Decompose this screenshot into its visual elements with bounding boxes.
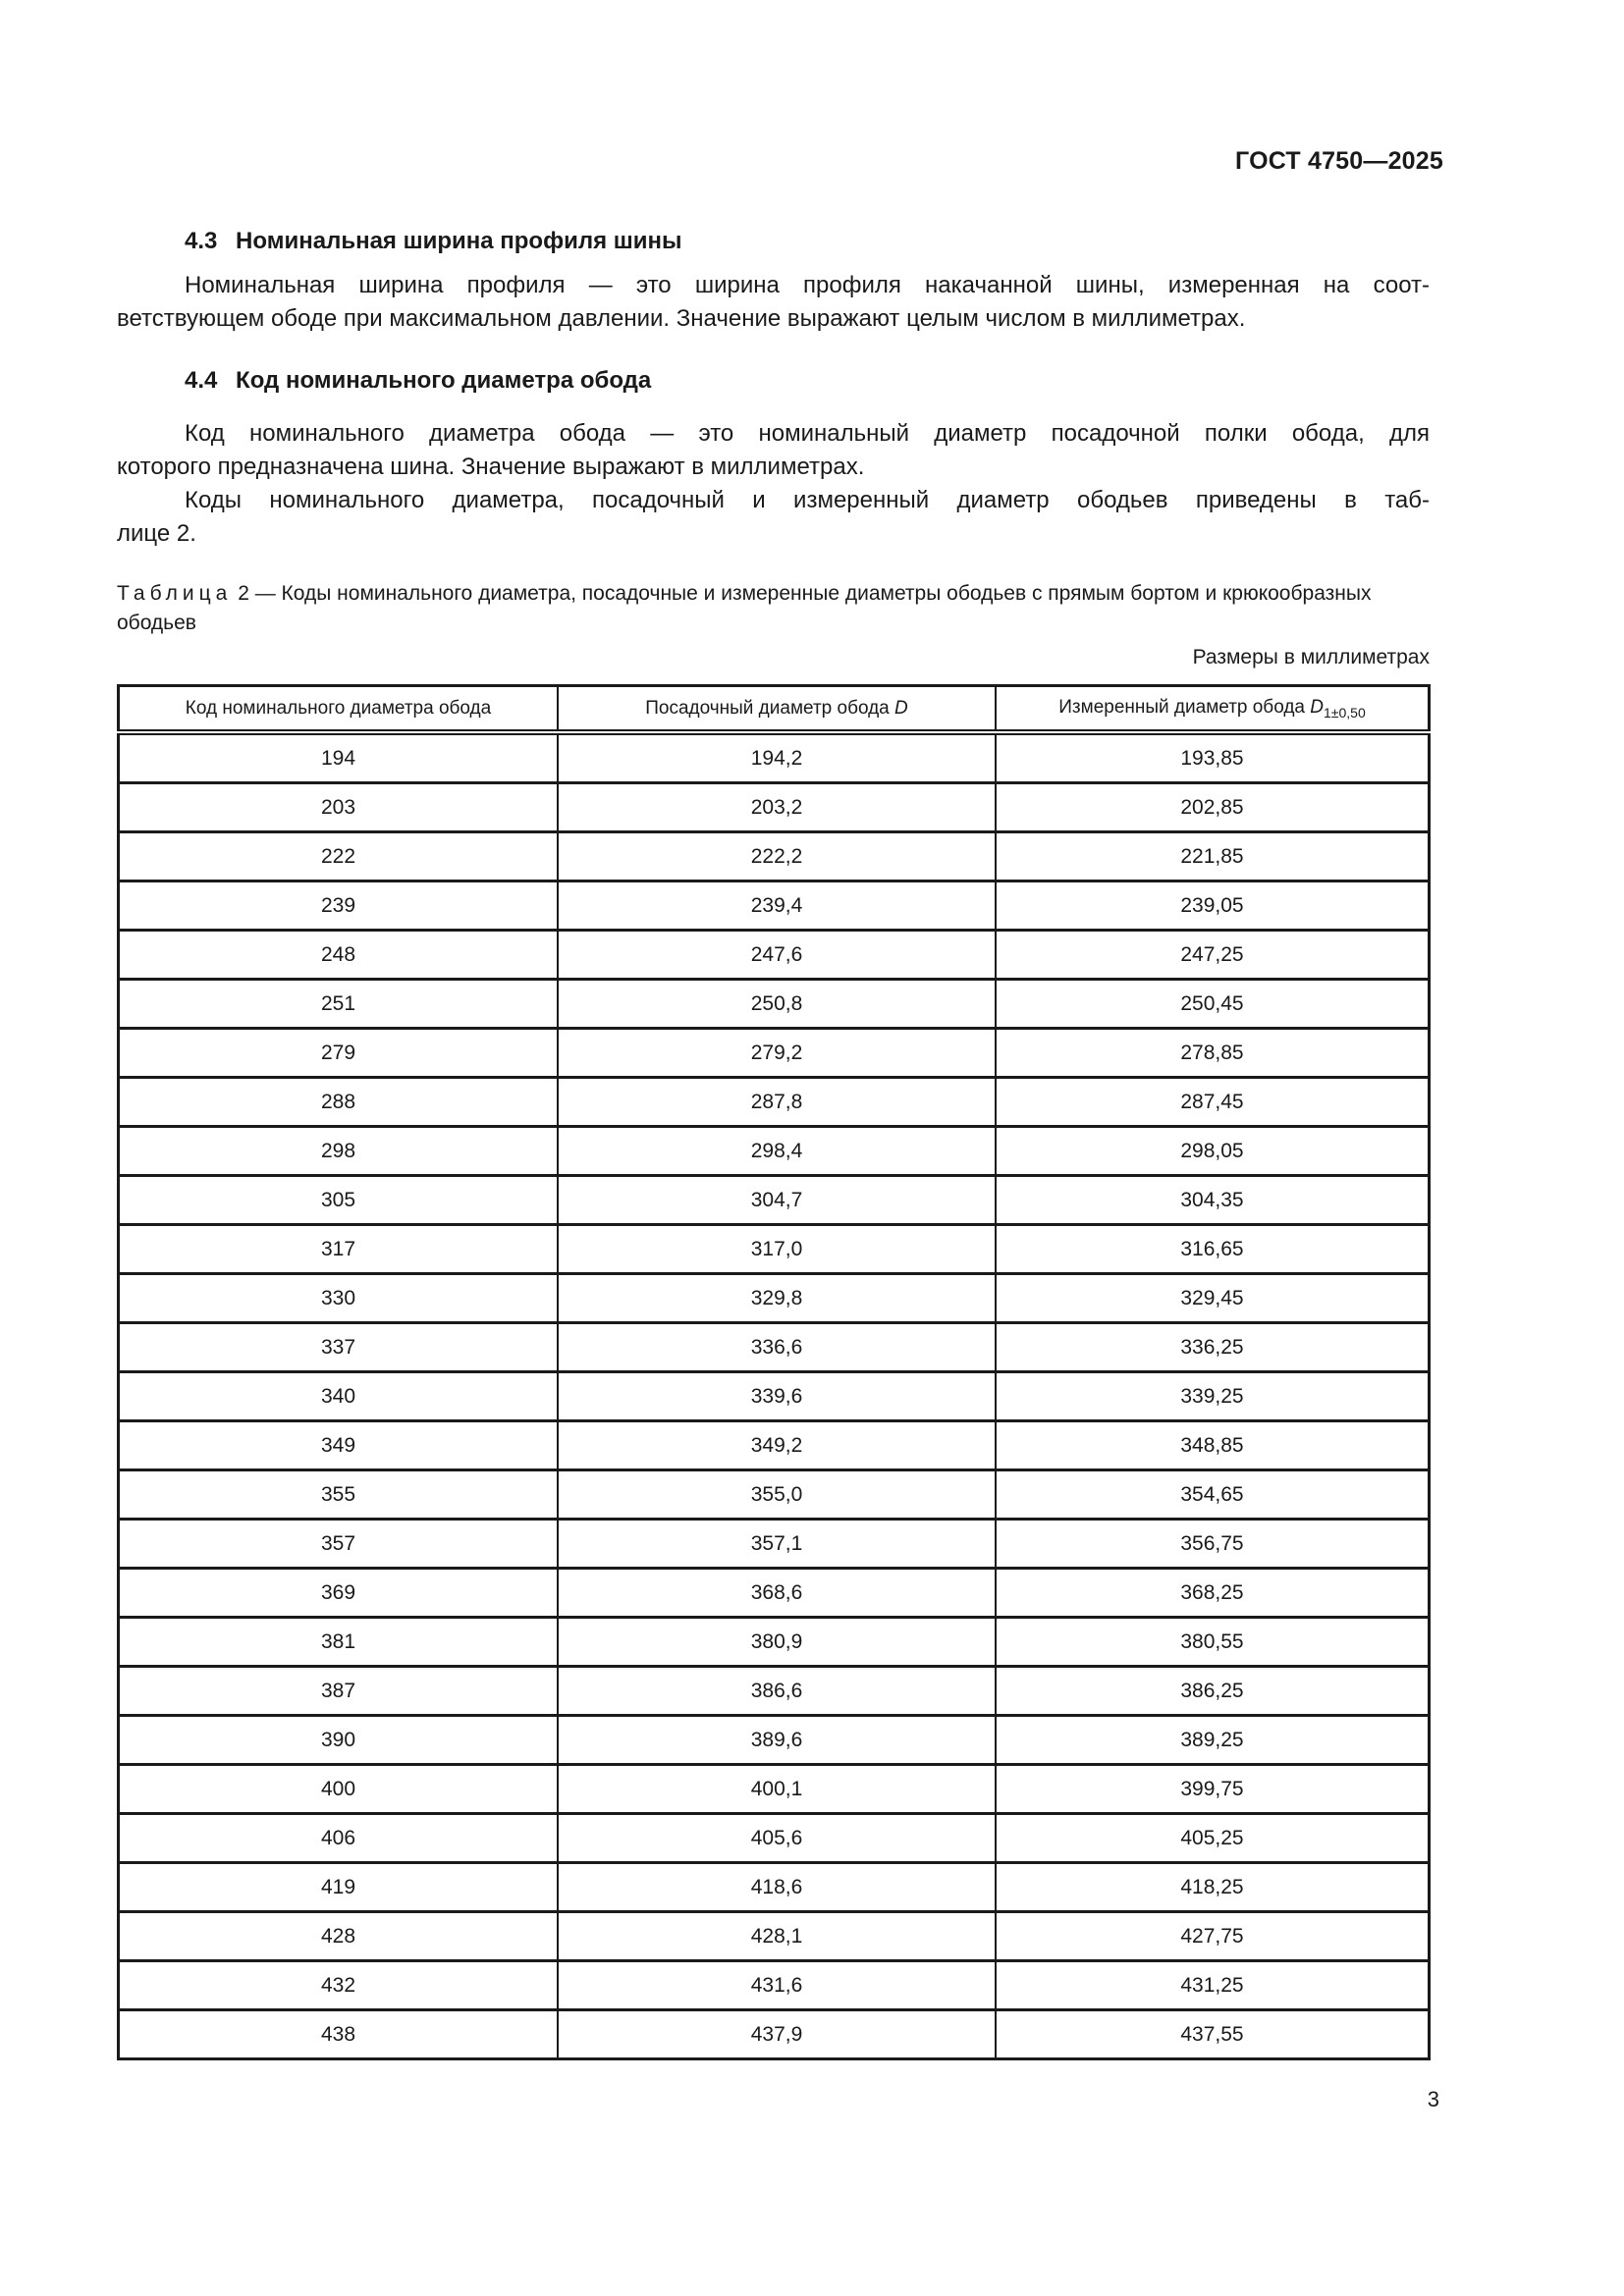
table-row xyxy=(119,980,1430,1029)
cell-rim-code: 400 xyxy=(119,1765,559,1814)
paragraph-line: лице 2. xyxy=(117,520,196,547)
paragraph-line: Коды номинального диаметра, посадочный и измеренный диаметр ободьев приведены в таб- xyxy=(185,487,1430,513)
cell-measured-diameter: 354,65 xyxy=(996,1470,1430,1520)
cell-rim-code: 381 xyxy=(119,1618,559,1667)
cell-seat-diameter: 339,6 xyxy=(558,1372,996,1421)
cell-rim-code: 305 xyxy=(119,1176,559,1225)
cell-seat-diameter: 336,6 xyxy=(558,1323,996,1372)
cell-measured-diameter: 389,25 xyxy=(996,1716,1430,1765)
table-row xyxy=(119,732,1430,783)
cell-measured-diameter: 336,25 xyxy=(996,1323,1430,1372)
cell-seat-diameter: 194,2 xyxy=(558,732,996,783)
cell-measured-diameter: 418,25 xyxy=(996,1863,1430,1912)
cell-measured-diameter: 202,85 xyxy=(996,783,1430,832)
cell-measured-diameter: 298,05 xyxy=(996,1127,1430,1176)
table-row xyxy=(119,1814,1430,1863)
cell-seat-diameter: 418,6 xyxy=(558,1863,996,1912)
table-row xyxy=(119,1667,1430,1716)
cell-seat-diameter: 428,1 xyxy=(558,1912,996,1961)
cell-measured-diameter: 193,85 xyxy=(996,732,1430,783)
table-row xyxy=(119,1863,1430,1912)
cell-seat-diameter: 247,6 xyxy=(558,931,996,980)
table-row xyxy=(119,1323,1430,1372)
caption-text: 2 — Коды номинального диаметра, посадочные и измеренные диаметры ободьев с прямым бортом и крюкообразных ободьев xyxy=(117,582,1372,634)
rim-diameter-table xyxy=(117,684,1431,2060)
cell-rim-code: 369 xyxy=(119,1569,559,1618)
cell-rim-code: 288 xyxy=(119,1078,559,1127)
section-4-3-paragraph xyxy=(117,269,1430,336)
cell-seat-diameter: 222,2 xyxy=(558,832,996,881)
table-row xyxy=(119,881,1430,931)
cell-seat-diameter: 357,1 xyxy=(558,1520,996,1569)
cell-measured-diameter: 329,45 xyxy=(996,1274,1430,1323)
table-row xyxy=(119,931,1430,980)
cell-seat-diameter: 203,2 xyxy=(558,783,996,832)
table-units-note: Размеры в миллиметрах xyxy=(1192,646,1430,668)
table-row xyxy=(119,1716,1430,1765)
table-header-row xyxy=(119,686,1430,733)
table-row xyxy=(119,1078,1430,1127)
table-row xyxy=(119,1569,1430,1618)
section-title: Номинальная ширина профиля шины xyxy=(236,228,682,254)
paragraph-line: ветствующем ободе при максимальном давлении. Значение выражают целым числом в миллиметрах. xyxy=(117,305,1246,332)
cell-seat-diameter: 431,6 xyxy=(558,1961,996,2010)
table-row xyxy=(119,1618,1430,1667)
cell-measured-diameter: 386,25 xyxy=(996,1667,1430,1716)
cell-measured-diameter: 437,55 xyxy=(996,2010,1430,2059)
cell-measured-diameter: 356,75 xyxy=(996,1520,1430,1569)
cell-rim-code: 438 xyxy=(119,2010,559,2059)
cell-seat-diameter: 405,6 xyxy=(558,1814,996,1863)
cell-measured-diameter: 287,45 xyxy=(996,1078,1430,1127)
header-rim-code: Код номинального диаметра обода xyxy=(119,686,559,733)
section-4-4-paragraph-1 xyxy=(117,417,1430,484)
cell-seat-diameter: 400,1 xyxy=(558,1765,996,1814)
table-row xyxy=(119,1912,1430,1961)
cell-seat-diameter: 317,0 xyxy=(558,1225,996,1274)
cell-measured-diameter: 316,65 xyxy=(996,1225,1430,1274)
cell-seat-diameter: 368,6 xyxy=(558,1569,996,1618)
cell-seat-diameter: 389,6 xyxy=(558,1716,996,1765)
table-row xyxy=(119,1127,1430,1176)
cell-measured-diameter: 368,25 xyxy=(996,1569,1430,1618)
cell-measured-diameter: 278,85 xyxy=(996,1029,1430,1078)
section-number: 4.3 xyxy=(185,228,218,254)
cell-seat-diameter: 279,2 xyxy=(558,1029,996,1078)
cell-seat-diameter: 250,8 xyxy=(558,980,996,1029)
cell-rim-code: 317 xyxy=(119,1225,559,1274)
cell-measured-diameter: 427,75 xyxy=(996,1912,1430,1961)
cell-measured-diameter: 405,25 xyxy=(996,1814,1430,1863)
table-row xyxy=(119,1225,1430,1274)
cell-rim-code: 279 xyxy=(119,1029,559,1078)
table-row xyxy=(119,2010,1430,2059)
cell-rim-code: 239 xyxy=(119,881,559,931)
section-4-4-heading xyxy=(185,367,651,395)
table-row xyxy=(119,1421,1430,1470)
header-seat-diameter: Посадочный диаметр обода D xyxy=(558,686,996,733)
cell-rim-code: 428 xyxy=(119,1912,559,1961)
cell-measured-diameter: 399,75 xyxy=(996,1765,1430,1814)
section-number: 4.4 xyxy=(185,367,218,394)
table-row xyxy=(119,1520,1430,1569)
cell-measured-diameter: 339,25 xyxy=(996,1372,1430,1421)
cell-rim-code: 355 xyxy=(119,1470,559,1520)
table-row xyxy=(119,1470,1430,1520)
cell-rim-code: 298 xyxy=(119,1127,559,1176)
cell-seat-diameter: 437,9 xyxy=(558,2010,996,2059)
cell-rim-code: 406 xyxy=(119,1814,559,1863)
cell-rim-code: 357 xyxy=(119,1520,559,1569)
table-row xyxy=(119,1176,1430,1225)
table-row xyxy=(119,1372,1430,1421)
cell-rim-code: 387 xyxy=(119,1667,559,1716)
cell-measured-diameter: 250,45 xyxy=(996,980,1430,1029)
table-row xyxy=(119,1961,1430,2010)
table-caption xyxy=(117,579,1430,638)
cell-measured-diameter: 348,85 xyxy=(996,1421,1430,1470)
cell-measured-diameter: 239,05 xyxy=(996,881,1430,931)
cell-measured-diameter: 221,85 xyxy=(996,832,1430,881)
paragraph-line: Код номинального диаметра обода — это номинальный диаметр посадочной полки обода, для xyxy=(185,420,1430,447)
cell-seat-diameter: 386,6 xyxy=(558,1667,996,1716)
cell-rim-code: 340 xyxy=(119,1372,559,1421)
paragraph-line: Номинальная ширина профиля — это ширина профиля накачанной шины, измеренная на соот- xyxy=(185,272,1430,298)
paragraph-line: которого предназначена шина. Значение выражают в миллиметрах. xyxy=(117,454,865,480)
document-code: ГОСТ 4750—2025 xyxy=(1235,147,1443,175)
cell-rim-code: 203 xyxy=(119,783,559,832)
cell-seat-diameter: 287,8 xyxy=(558,1078,996,1127)
table-row xyxy=(119,1029,1430,1078)
header-measured-diameter: Измеренный диаметр обода $D_{1\pm 0,50}$ xyxy=(996,686,1430,733)
cell-rim-code: 194 xyxy=(119,732,559,783)
cell-measured-diameter: 380,55 xyxy=(996,1618,1430,1667)
table-row xyxy=(119,832,1430,881)
cell-rim-code: 432 xyxy=(119,1961,559,2010)
cell-rim-code: 349 xyxy=(119,1421,559,1470)
table-row xyxy=(119,1274,1430,1323)
cell-seat-diameter: 380,9 xyxy=(558,1618,996,1667)
cell-rim-code: 251 xyxy=(119,980,559,1029)
table-row xyxy=(119,783,1430,832)
cell-seat-diameter: 329,8 xyxy=(558,1274,996,1323)
cell-seat-diameter: 355,0 xyxy=(558,1470,996,1520)
cell-measured-diameter: 431,25 xyxy=(996,1961,1430,2010)
cell-rim-code: 390 xyxy=(119,1716,559,1765)
cell-measured-diameter: 247,25 xyxy=(996,931,1430,980)
table-row xyxy=(119,1765,1430,1814)
section-title: Код номинального диаметра обода xyxy=(236,367,652,394)
section-4-3-heading xyxy=(185,228,682,255)
cell-seat-diameter: 239,4 xyxy=(558,881,996,931)
cell-seat-diameter: 304,7 xyxy=(558,1176,996,1225)
caption-label: Таблица xyxy=(117,582,233,605)
cell-rim-code: 330 xyxy=(119,1274,559,1323)
section-4-4-paragraph-2 xyxy=(117,484,1430,551)
cell-rim-code: 337 xyxy=(119,1323,559,1372)
cell-rim-code: 248 xyxy=(119,931,559,980)
cell-seat-diameter: 349,2 xyxy=(558,1421,996,1470)
cell-seat-diameter: 298,4 xyxy=(558,1127,996,1176)
cell-measured-diameter: 304,35 xyxy=(996,1176,1430,1225)
cell-rim-code: 419 xyxy=(119,1863,559,1912)
cell-rim-code: 222 xyxy=(119,832,559,881)
page-number: 3 xyxy=(1427,2087,1439,2111)
